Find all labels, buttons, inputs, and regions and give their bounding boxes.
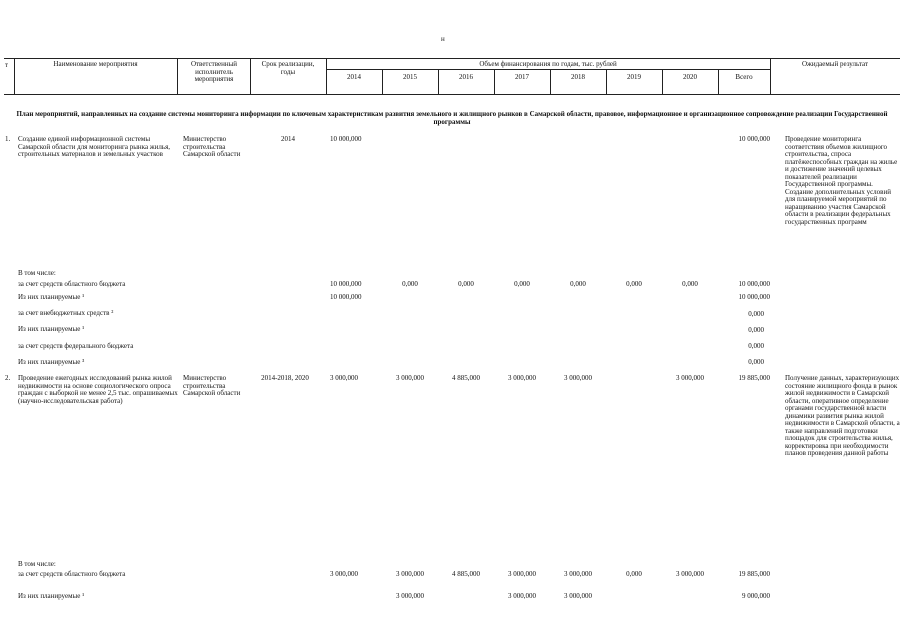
row-value: 3 000,000 xyxy=(396,570,424,578)
row-value: 3 000,000 xyxy=(508,592,536,600)
row-value: 3 000,000 xyxy=(564,570,592,578)
row-value: 4 885,000 xyxy=(452,570,480,578)
row-value: 10 000,000 xyxy=(330,293,362,301)
row-total: 0,000 xyxy=(748,342,764,350)
header-year-2020: 2020 xyxy=(683,73,697,81)
item1-name: Создание единой информационной системы Самарской области для мониторинга рынка жилья, строительных материалов и земельных участков xyxy=(18,135,171,158)
header-year-2019: 2019 xyxy=(627,73,641,81)
row-total: 0,000 xyxy=(748,326,764,334)
header-col-total: Всего xyxy=(735,73,753,81)
row-value: 3 000,000 xyxy=(676,570,704,578)
row-value: 0,000 xyxy=(570,280,586,288)
header-year-2018: 2018 xyxy=(571,73,585,81)
item1-total: 10 000,000 xyxy=(738,135,770,143)
item2-term: 2014-2018, 2020 xyxy=(261,374,309,382)
header-col-result: Ожидаемый результат xyxy=(801,60,869,68)
item2-name: Проведение ежегодных исследований рынка жилой недвижимости на основе социологического опроса граждан с выборкой не менее 2,5 тыс. опрашиваемых (научно-исследовательская работа) xyxy=(18,374,178,405)
item2-total: 19 885,000 xyxy=(738,374,770,382)
item1-number: 1. xyxy=(5,135,11,143)
row-total: 19 885,000 xyxy=(738,570,770,578)
row-value: 0,000 xyxy=(626,570,642,578)
row-total: 0,000 xyxy=(748,310,764,318)
page-number: н xyxy=(441,35,445,43)
item2-responsible: Министерство строительства Самарской области xyxy=(183,374,241,397)
row-total: 10 000,000 xyxy=(738,280,770,288)
header-col-fin: Объем финансирования по годам, тыс. рублей xyxy=(479,60,617,68)
row-label: Из них планируемые ¹ xyxy=(18,325,85,333)
row-value: 0,000 xyxy=(626,280,642,288)
item1-value-2014: 10 000,000 xyxy=(330,135,362,143)
header-col-name: Наименование мероприятия xyxy=(53,60,138,68)
item2-value: 3 000,000 xyxy=(564,374,592,382)
row-total: 0,000 xyxy=(748,358,764,366)
item1-result: Проведение мониторинга соответствия объемов жилищного строительства, спроса платёжеспособных граждан на жилье и достижение значений целевых показателей реализации Государственной программы. Создание дополнительных условий для планируемой мероприятий по наращиванию участия Самарской области в реализации федеральных государственных программ xyxy=(785,135,898,226)
header-col-num: т xyxy=(5,61,9,69)
row-label: Из них планируемые ¹ xyxy=(18,592,85,600)
header-bottom-line xyxy=(4,94,900,95)
row-value: 0,000 xyxy=(514,280,530,288)
row-label: Из них планируемые ¹ xyxy=(18,293,85,301)
item1-incl-label: В том числе: xyxy=(18,269,56,277)
header-year-2016: 2016 xyxy=(459,73,473,81)
row-value: 10 000,000 xyxy=(330,280,362,288)
item2-value: 3 000,000 xyxy=(676,374,704,382)
row-value: 3 000,000 xyxy=(330,570,358,578)
item2-number: 2. xyxy=(5,374,11,382)
row-total: 10 000,000 xyxy=(738,293,770,301)
item1-term: 2014 xyxy=(281,135,295,143)
header-col-resp: Ответственный исполнитель мероприятия xyxy=(190,60,238,83)
item2-value: 3 000,000 xyxy=(330,374,358,382)
header-years-line xyxy=(326,69,770,70)
row-label: за счет внебюджетных средств ² xyxy=(18,309,114,317)
row-value: 3 000,000 xyxy=(508,570,536,578)
row-value: 0,000 xyxy=(402,280,418,288)
header-col-term: Срок реализации, годы xyxy=(261,60,315,76)
header-year-2015: 2015 xyxy=(403,73,417,81)
item2-result: Получение данных, характеризующих состояние жилищного фонда в рынок жилой недвижимости в Самарской области, оперативное определение органами государственной власти динамики развития рынка жилой недвижимости в Самарской области, а также направлений подготовки площадок для строительства жилья, корректировка при необходимости планов проведения данной работы xyxy=(785,374,900,457)
row-value: 0,000 xyxy=(682,280,698,288)
row-value: 3 000,000 xyxy=(396,592,424,600)
row-total: 9 000,000 xyxy=(742,592,770,600)
item2-value: 3 000,000 xyxy=(396,374,424,382)
section-title: План мероприятий, направленных на создание системы мониторинга информации по ключевым характеристикам развития земельного и жилищного рынков в Самарской области, правовое, информационное и организационное сопровождение реализации Государственной программы xyxy=(16,110,888,126)
row-label: Из них планируемые ³ xyxy=(18,358,85,366)
row-label: за счет средств федерального бюджета xyxy=(18,342,134,350)
row-label: за счет средств областного бюджета xyxy=(18,280,126,288)
row-value: 0,000 xyxy=(458,280,474,288)
row-value: 3 000,000 xyxy=(564,592,592,600)
header-year-2017: 2017 xyxy=(515,73,529,81)
item2-value: 4 885,000 xyxy=(452,374,480,382)
item2-incl-label: В том числе: xyxy=(18,560,56,568)
item1-responsible: Министерство строительства Самарской области xyxy=(183,135,241,158)
header-top-line xyxy=(4,58,900,59)
header-year-2014: 2014 xyxy=(347,73,361,81)
item2-value: 3 000,000 xyxy=(508,374,536,382)
row-label: за счет средств областного бюджета xyxy=(18,570,126,578)
